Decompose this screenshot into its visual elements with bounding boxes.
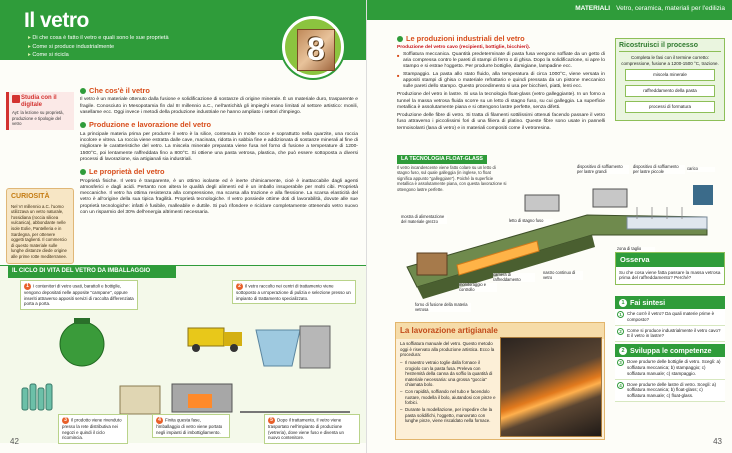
goal-item: ▸ Come si produce industrialmente (28, 43, 169, 52)
page-number-right: 43 (713, 436, 722, 446)
lifecycle-step-2: 2 Il vetro raccolto nei centri di trattamento viene sottoposto a un'operazione di pulizia e selezione presso un impianto di trattamento specializzato. (232, 280, 356, 304)
artigianale-list (400, 360, 496, 424)
process-step-box[interactable]: raffreddamento della pasta (625, 85, 715, 97)
prod-item: ■ Stampaggio. La pasta allo stato fluido, alla temperatura di circa 1000°C, viene versata in appositi stampi di ghisa o materiale refrattario e quindi pressata da un pistone meccanico sulle pareti dello stampo. Questo procedimento si usa per bicchieri, piatti, lenti ecc. (397, 72, 605, 91)
diagram-label: mostra di alimentazione del materiale grezzo (401, 215, 447, 224)
competenze-title: 2 Sviluppa le competenze (615, 344, 725, 357)
header-strong: MATERIALI (575, 5, 611, 12)
chapter-number-badge (282, 16, 344, 78)
page-number-left: 42 (10, 436, 19, 446)
osserva-text: Su che cosa viene fatta passare la massa vetrosa prima del raffreddamento? Perché? (619, 269, 721, 281)
prod-item: ■ Soffiatura meccanica. Quantità predeterminate di pasta fusa vengono soffiate da un getto di aria compressa contro le pareti di stampi di ferro o di ghisa. Dopo la solidificazione, si apre lo stampo e si estrae l'oggetto. Per produrre bottiglie, damigiane, lampadine ecc. (397, 52, 605, 71)
section-text: Proprietà fisiche. Il vetro è trasparente, è un ottimo isolante ed è inerte chimicamente, cioè è inattaccabile dagli agenti atmosferici e dagli acidi. Pertanto non altera le qualità degli alimenti ed è un imballo insuperabile per molti cibi. Proprietà meccaniche. Il vetro ha ottima resistenza alla compressione, ma scarsa alla trazione e alla flessione. La scarsa elasticità del vetro è all'origine della sua tipica fragilità. Proprietà tecnologiche. Il vetro possiede ottime doti di lavorabilità, dovute alle sue proprietà tecnologiche: infatti è fusibile, malleabile e duttile. Si può rifondere e riciclare completamente ottenendo vetro nuovo con un risparmio del 30% dell'energia altrimenti necessaria. (80, 178, 358, 215)
prod-intro: Produzione del vetro cavo (recipienti, bottiglie, bicchieri). (397, 45, 531, 51)
lifecycle-title: IL CICLO DI VITA DEL VETRO DA IMBALLAGGIO (8, 266, 176, 278)
digital-lesson-icon (12, 95, 20, 103)
artigianale-box (395, 322, 605, 440)
studia-title: Studia con il digitale (21, 95, 57, 108)
diagram-label: monitoraggio e controllo (459, 283, 497, 292)
section-heading: Le proprietà del vetro (80, 167, 358, 176)
diagram-label: forno di fusione della materia vetrosa (415, 303, 471, 312)
studia-digitale-box[interactable] (6, 92, 74, 130)
number-1-icon: 1 (619, 299, 627, 307)
diagram-label: dispositivo di soffiamento per lastre piccole (633, 165, 685, 174)
bullet-icon (397, 36, 403, 42)
prod-lastre: Produzione del vetro in lastre. Si usa la tecnologia float-glass (vetro galleggiante). In un forno a tunnel la massa vetrosa fluida scorre su un letto di stagno fuso, su cui galleggia. La superficie metallica è assolutamente piana e si ottengono lastre perfette, senza difetti. (397, 92, 605, 110)
osserva-box (615, 252, 725, 285)
question-item[interactable]: 3 Dove produrre delle bottiglie di vetro. Scegli: a) soffiatura meccanica; b) stampaggio; c) soffiatura manuale; c) stampaggio. (615, 357, 725, 379)
lifecycle-box (0, 265, 366, 443)
left-sidebar (6, 92, 74, 264)
diagram-label: letto di stagno fuso (509, 219, 553, 224)
question-item[interactable]: 2 Come si produce industrialmente il vetro cavo? E il vetro in lastre? (615, 326, 725, 343)
diagram-label: nastro continuo di vetro (543, 271, 583, 280)
question-item[interactable]: 1 Che cos'è il vetro? Da quali materie prime è composto? (615, 309, 725, 326)
glassblower-photo (500, 337, 602, 437)
section-text: La principale materia prima per produrre il vetro è la silice, contenuta in molte rocce e soprattutto nella quarzite, una roccia incolore e vitrea. La roccia viene estratta dalle cave, macinata, ridotta in sabbia fine e addizionata di sostanze minerali al fine di migliorare le caratteristiche del vetro. La miscela minerale preparata viene fusa nel forno di fusione a temperature di 1200-1500°C, poi lentamente raffreddata fino a 800°C. Si ottiene una pasta vetrosa, plastica, che può essere sottoposta a diversi processi di lavorazione, sia artigianali sia industriali. (80, 131, 358, 162)
lifecycle-step-4: 4 Finita questa fase, l'imballaggio di vetro viene portato negli impianti di imbottigliamento. (152, 414, 230, 438)
prod-list (397, 52, 605, 91)
running-header (367, 0, 732, 20)
osserva-title: Osserva (616, 253, 724, 267)
goal-item: ▸ Di che cosa è fatto il vetro e quali sono le sue proprietà (28, 34, 169, 43)
number-2-icon: 2 (619, 347, 627, 355)
artigianale-item: – Il maestro vetraio toglie dalla fornace il crogiolo con la pasta fusa. Preleva con l'estremità della canna da soffio la quantità di materiale necessaria: una grossa "goccia" chiamata bolo. (400, 360, 496, 388)
float-title: LA TECNOLOGIA FLOAT-GLASS (397, 155, 487, 164)
header-rest: Vetro, ceramica, materiali per l'edilizia (616, 5, 725, 12)
question-item[interactable]: 4 Dove produrre delle lastre di vetro. Scegli: a) soffiatura meccanica; b) float-glass; c) soffiatura manuale; c) float-glass. (615, 380, 725, 402)
section-heading: Produzione e lavorazione del vetro (80, 120, 358, 129)
artigianale-text (400, 341, 496, 425)
lifecycle-step-5: 5 Dopo il trattamento, il vetro viene trasportato nell'impianto di produzione (vetreria), dove viene fuso e diventa un nuovo contenitore. (264, 414, 360, 444)
prod-fibre: Produzione delle fibre di vetro. Si tratta di filamenti sottilissimi ottenuti facendo passare il vetro fuso attraverso i piccolissimi fori di una filiera di platino. Queste fibre sono usate in pannelli termoisolanti (lana di vetro) e in materiali compositi come il vetroresina. (397, 113, 605, 131)
float-description: Il vetro incandescente viene fatto colare su un letto di stagno fuso, sul quale galleggia (in inglese, to float significa appunto "galleggiare"). Poiché la superficie metallica è assolutamente piana, con questa lavorazione si ottengono lastre perfette. (397, 165, 507, 192)
lifecycle-step-1: 1 I contenitori di vetro usati, barattoli e bottiglie, vengono depositati nelle apposite "campane", oppure inseriti attraverso appositi servizi di raccolta differenziata porta a porta. (20, 280, 138, 310)
process-step-box[interactable]: processi di formatura (625, 101, 715, 113)
chapter-number: 8 (307, 31, 325, 67)
artigianale-item: – Con rapidità, soffiando nel tubo e facendolo ruotare, modella il bolo, aiutandosi con pinze e forbici. (400, 389, 496, 406)
goal-item: ▸ Come si ricicla (28, 51, 169, 60)
artigianale-title: La lavorazione artigianale (396, 323, 604, 339)
page-right (366, 0, 732, 453)
curiosita-text: Nel VI millennio a.C. l'uomo utilizzava un vetro naturale, l'ossidiana (roccia silicea vulcanica), abbondante nelle isole Eolie, Pantelleria e in Sardegna, per ottenere oggetti taglienti. Il commercio di questo materiale sulle lunghe distanze diede origine alle prime rotte mediterranee. (11, 203, 68, 259)
bullet-icon (80, 88, 86, 94)
section-text: Il vetro è un materiale ottenuto dalla fusione e solidificazione di sostanze di origine minerale. È un materiale duro, trasparente e fragile. Conosciuto in Mesopotamia fin dal III millennio a.C., nell'antichità gli impieghi erano limitati al settore artistico: monili, vasellame ecc. Oggi invece i metodi della produzione industriale ne hanno ampliato i settori d'impiego. (80, 97, 358, 115)
artigianale-intro: La soffiatura manuale del vetro. Questo metodo oggi è riservato alla produzione artistica. Ecco la procedura: (400, 341, 495, 358)
curiosita-box (6, 188, 74, 265)
diagram-label: camera di raffreddamento (493, 273, 535, 282)
section-heading: Le produzioni industriali del vetro (397, 34, 605, 43)
studia-subtitle: Ayt: la lezione su proprietà, produzione e tipologie del vetro (12, 110, 64, 127)
diagram-label: carico (687, 167, 715, 172)
right-main-text (397, 30, 605, 132)
diagram-label: dispositivo di soffiamento per lastre grandi (577, 165, 629, 174)
ricostruisci-intro: Completa le fasi con il termine corretto: compressione, fusione a 1200-1500 °C, trazione. (621, 54, 719, 66)
ricostruisci-title: Ricostruisci il processo (619, 42, 721, 52)
lifecycle-step-3: 3 Il prodotto viene rivenduto presso la rete distributiva nei negozi e quindi il ciclo ricomincia. (58, 414, 128, 444)
fai-sintesi-title: 1 Fai sintesi (615, 296, 725, 309)
left-main-text (80, 82, 358, 216)
chapter-goals (28, 34, 169, 60)
artigianale-item: – Durante la modellazione, per impedire che la pasta solidifichi, l'oggetto, manovrato con lunghe pinze, viene riscaldato nella fornace. (400, 407, 496, 424)
curiosita-title: CURIOSITÀ (11, 192, 50, 200)
chapter-title: Il vetro (24, 9, 89, 32)
ricostruisci-box (615, 38, 725, 121)
process-step-box[interactable]: miscela minerale (625, 69, 715, 81)
diagram-label: zona di taglio (617, 247, 655, 252)
section-heading: Che cos'è il vetro (80, 86, 358, 95)
exercises-box (615, 296, 725, 402)
bullet-icon (80, 122, 86, 128)
bullet-icon (80, 169, 86, 175)
